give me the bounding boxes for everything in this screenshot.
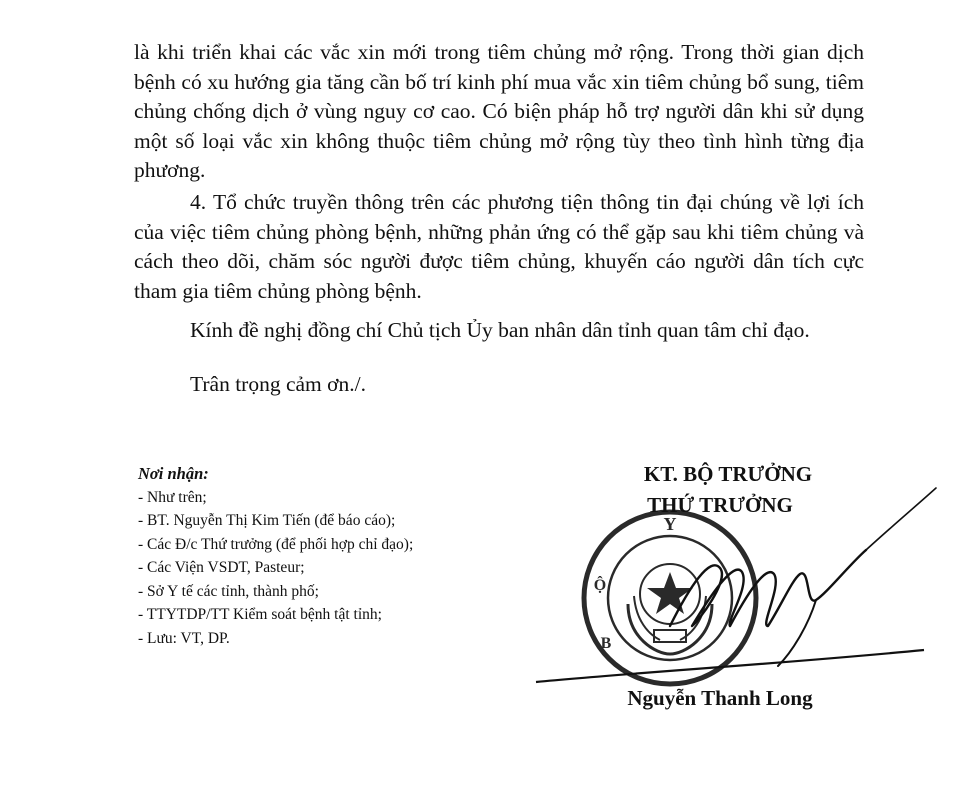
recipients-block [138,462,468,650]
paragraph-communication: 4. Tổ chức truyền thông trên các phương tiện thông tin đại chúng về lợi ích của việc tiêm chủng phòng bệnh, những phản ứng có thể gặp sau khi tiêm chủng và cách theo dõi, chăm sóc người được tiêm chủng, khuyến cáo người dân tích cực tham gia tiêm chủng phòng bệnh. [134,190,864,303]
signatory-title-line2: THỨ TRƯỞNG [647,493,793,517]
recipient-item: - Như trên; [138,488,207,506]
recipients-heading: Nơi nhận: [138,464,209,483]
seal-letter: Ộ [593,577,607,594]
recipient-item: - Các Đ/c Thứ trưởng (để phối hợp chỉ đạo); [138,535,414,553]
seal-letter: B [600,635,612,652]
signatory-title-line1: KT. BỘ TRƯỞNG [643,462,813,486]
recipient-item: - BT. Nguyễn Thị Kim Tiến (để báo cáo); [138,512,396,529]
signatory-name: Nguyễn Thanh Long [627,686,813,710]
recipient-item: - TTYTDP/TT Kiểm soát bệnh tật tỉnh; [138,606,382,623]
paragraph-thanks: Trân trọng cảm ơn./. [190,372,366,396]
paragraph-request: Kính đề nghị đồng chí Chủ tịch Ủy ban nhân dân tỉnh quan tâm chỉ đạo. [190,318,810,342]
recipient-item: - Các Viện VSDT, Pasteur; [138,559,305,576]
paragraph-vaccine-funding: là khi triển khai các vắc xin mới trong tiêm chủng mở rộng. Trong thời gian dịch bệnh có xu hướng gia tăng cần bố trí kinh phí mua vắc xin tiêm chủng bổ sung, tiêm chủng chống dịch ở vùng nguy cơ cao. Có biện pháp hỗ trợ người dân khi sử dụng một số loại vắc xin không thuộc tiêm chủng mở rộng tùy theo tình hình từng địa phương. [134,40,864,183]
seal-letter: Y [663,514,677,534]
recipient-item: - Lưu: VT, DP. [138,629,230,647]
recipients-list [138,486,468,651]
recipient-item: - Sở Y tế các tỉnh, thành phố; [138,582,319,600]
handwritten-signature-icon [520,476,940,706]
